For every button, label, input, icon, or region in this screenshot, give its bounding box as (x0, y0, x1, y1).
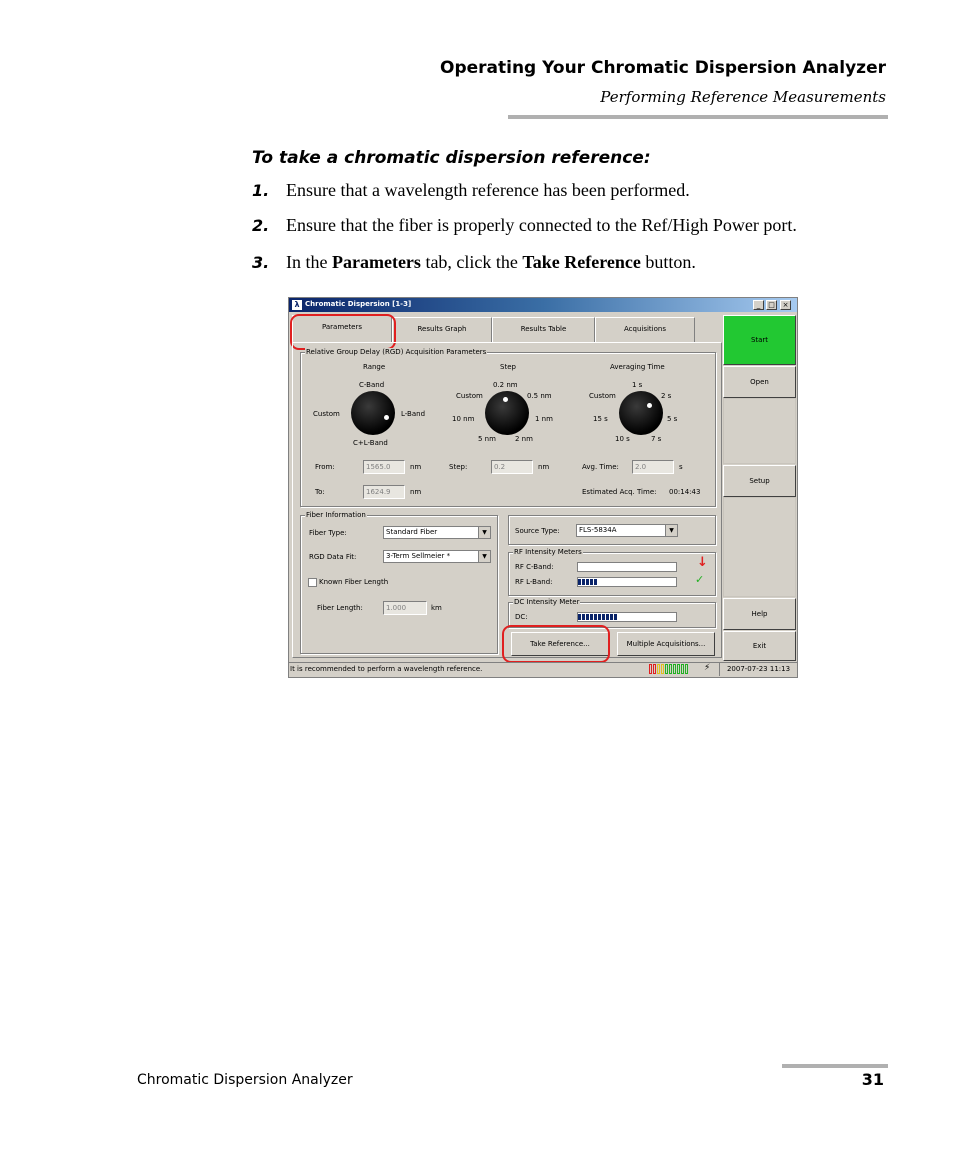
status-datetime: 2007-07-23 11:13 (719, 663, 797, 676)
window-titlebar (289, 298, 797, 312)
avg-option-custom[interactable]: Custom (589, 392, 616, 400)
est-acq-time-label: Estimated Acq. Time: (582, 488, 657, 496)
page-number: 31 (861, 1070, 884, 1089)
avg-option-1s[interactable]: 1 s (632, 381, 643, 389)
side-spacer (723, 398, 796, 464)
fiber-length-field[interactable]: 1.000 (383, 601, 427, 615)
meter-segment (594, 579, 597, 585)
maximize-button[interactable]: □ (766, 300, 777, 310)
avg-time-unit: s (679, 463, 683, 471)
dc-label: DC: (515, 613, 528, 621)
rgd-group (300, 348, 716, 507)
rf-l-band-meter (577, 577, 677, 587)
step-number: 3. (252, 253, 270, 272)
step-1 (252, 180, 690, 201)
step-option-2[interactable]: 2 nm (515, 435, 533, 443)
parameters-bold: Parameters (331, 252, 421, 272)
footer-product-name: Chromatic Dispersion Analyzer (137, 1072, 353, 1088)
parameters-panel (292, 342, 722, 658)
source-group (508, 515, 716, 545)
avg-option-7s[interactable]: 7 s (651, 435, 662, 443)
help-button[interactable]: Help (723, 598, 796, 630)
step-option-0-2[interactable]: 0.2 nm (493, 381, 518, 389)
meter-segment (614, 614, 617, 620)
from-field[interactable]: 1565.0 (363, 460, 405, 474)
step-text: Ensure that the fiber is properly connected to the Ref/High Power port. (286, 215, 797, 235)
meter-segment (578, 579, 581, 585)
rf-c-band-label: RF C-Band: (515, 563, 554, 571)
status-level-indicator (649, 664, 702, 675)
rf-meters-group (508, 548, 716, 596)
meter-segment (582, 579, 585, 585)
step-field[interactable]: 0.2 (491, 460, 533, 474)
range-heading: Range (363, 363, 386, 371)
dc-meter (577, 612, 677, 622)
status-message: It is recommended to perform a wavelength reference. (290, 665, 483, 673)
step-option-0-5[interactable]: 0.5 nm (527, 392, 552, 400)
step-option-5[interactable]: 5 nm (478, 435, 496, 443)
avg-time-label: Avg. Time: (582, 463, 619, 471)
rgd-fit-select[interactable]: 3-Term Sellmeier * ▼ (383, 550, 491, 563)
checkmark-icon: ✓ (695, 573, 705, 586)
step-text: Ensure that a wavelength reference has been performed. (286, 180, 690, 200)
fiber-group-label: Fiber Information (306, 511, 366, 519)
fiber-type-label: Fiber Type: (309, 529, 347, 537)
rf-c-band-meter (577, 562, 677, 572)
known-length-checkbox[interactable] (308, 578, 317, 587)
knob-indicator-icon (647, 403, 652, 408)
fiber-length-unit: km (431, 604, 442, 612)
power-plug-icon: ⚡ (704, 663, 711, 673)
step-option-1[interactable]: 1 nm (535, 415, 553, 423)
page-header-title: Operating Your Chromatic Dispersion Analyzer (440, 58, 886, 78)
knob-indicator-icon (503, 397, 508, 402)
meter-segment (602, 614, 605, 620)
range-option-c-band[interactable]: C-Band (359, 381, 385, 389)
avg-time-field[interactable]: 2.0 (632, 460, 674, 474)
take-reference-highlight-ring (502, 625, 610, 663)
known-length-label: Known Fiber Length (319, 578, 389, 586)
fiber-length-label: Fiber Length: (317, 604, 363, 612)
step-label: Step: (449, 463, 468, 471)
from-unit: nm (410, 463, 422, 471)
range-option-cl-band[interactable]: C+L-Band (353, 439, 388, 447)
step-number: 2. (252, 216, 270, 235)
step-option-custom[interactable]: Custom (456, 392, 483, 400)
from-label: From: (315, 463, 335, 471)
meter-segment (578, 614, 581, 620)
meter-segment (590, 614, 593, 620)
side-spacer (723, 497, 796, 597)
meter-segment (590, 579, 593, 585)
source-type-label: Source Type: (515, 527, 560, 535)
avg-option-2s[interactable]: 2 s (661, 392, 672, 400)
tab-parameters[interactable]: Parameters (292, 315, 392, 342)
rgd-fit-label: RGD Data Fit: (309, 553, 357, 561)
avg-time-heading: Averaging Time (610, 363, 665, 371)
fiber-group (300, 511, 498, 654)
footer-rule (782, 1064, 888, 1068)
tab-results-graph[interactable]: Results Graph (392, 317, 492, 342)
chevron-down-icon[interactable]: ▼ (478, 527, 490, 538)
minimize-button[interactable]: _ (753, 300, 764, 310)
step-unit: nm (538, 463, 550, 471)
meter-segment (586, 614, 589, 620)
setup-button[interactable]: Setup (723, 465, 796, 497)
app-logo-icon: λ (292, 300, 302, 310)
step-3 (252, 252, 696, 273)
tab-results-table[interactable]: Results Table (492, 317, 595, 342)
knob-indicator-icon (384, 415, 389, 420)
meter-segment (582, 614, 585, 620)
meter-segment (598, 614, 601, 620)
step-text: In the Parameters tab, click the Take Reference button. (286, 252, 696, 272)
open-button[interactable]: Open (723, 366, 796, 398)
chevron-down-icon[interactable]: ▼ (478, 551, 490, 562)
fiber-type-select[interactable]: Standard Fiber ▼ (383, 526, 491, 539)
app-screenshot-window (288, 297, 798, 678)
meter-segment (610, 614, 613, 620)
take-reference-button[interactable]: Take Reference... (511, 632, 609, 656)
to-field[interactable]: 1624.9 (363, 485, 405, 499)
procedure-title: To take a chromatic dispersion reference: (252, 148, 651, 168)
window-title: Chromatic Dispersion [1-3] (305, 300, 412, 308)
to-label: To: (315, 488, 325, 496)
meter-segment (606, 614, 609, 620)
est-acq-time-value: 00:14:43 (669, 488, 701, 496)
multiple-acquisitions-button[interactable]: Multiple Acquisitions... (617, 632, 715, 656)
avg-option-15s[interactable]: 15 s (593, 415, 608, 423)
avg-time-knob[interactable] (619, 391, 663, 435)
avg-option-10s[interactable]: 10 s (615, 435, 630, 443)
step-option-10[interactable]: 10 nm (452, 415, 475, 423)
range-option-l-band[interactable]: L-Band (401, 410, 426, 418)
close-button[interactable]: × (780, 300, 791, 310)
header-rule (508, 115, 888, 119)
step-heading: Step (500, 363, 516, 371)
arrow-down-icon: ↓ (697, 555, 708, 570)
dc-meter-group-label: DC Intensity Meter (514, 598, 580, 606)
tab-acquisitions[interactable]: Acquisitions (595, 317, 695, 342)
meter-segment (586, 579, 589, 585)
page-header-subtitle: Performing Reference Measurements (600, 88, 886, 106)
rf-l-band-label: RF L-Band: (515, 578, 553, 586)
step-number: 1. (252, 181, 270, 200)
status-bar (289, 662, 797, 677)
chevron-down-icon[interactable]: ▼ (665, 525, 677, 536)
step-knob[interactable] (485, 391, 529, 435)
to-unit: nm (410, 488, 422, 496)
rf-meters-group-label: RF Intensity Meters (514, 548, 582, 556)
range-knob[interactable] (351, 391, 395, 435)
step-2 (252, 215, 797, 236)
rgd-group-label: Relative Group Delay (RGD) Acquisition Parameters (306, 348, 487, 356)
meter-segment (594, 614, 597, 620)
avg-option-5s[interactable]: 5 s (667, 415, 678, 423)
start-button[interactable]: Start (723, 315, 796, 365)
take-reference-bold: Take Reference (522, 252, 641, 272)
source-type-select[interactable]: FLS-5834A ▼ (576, 524, 678, 537)
exit-button[interactable]: Exit (723, 631, 796, 661)
range-option-custom[interactable]: Custom (313, 410, 340, 418)
